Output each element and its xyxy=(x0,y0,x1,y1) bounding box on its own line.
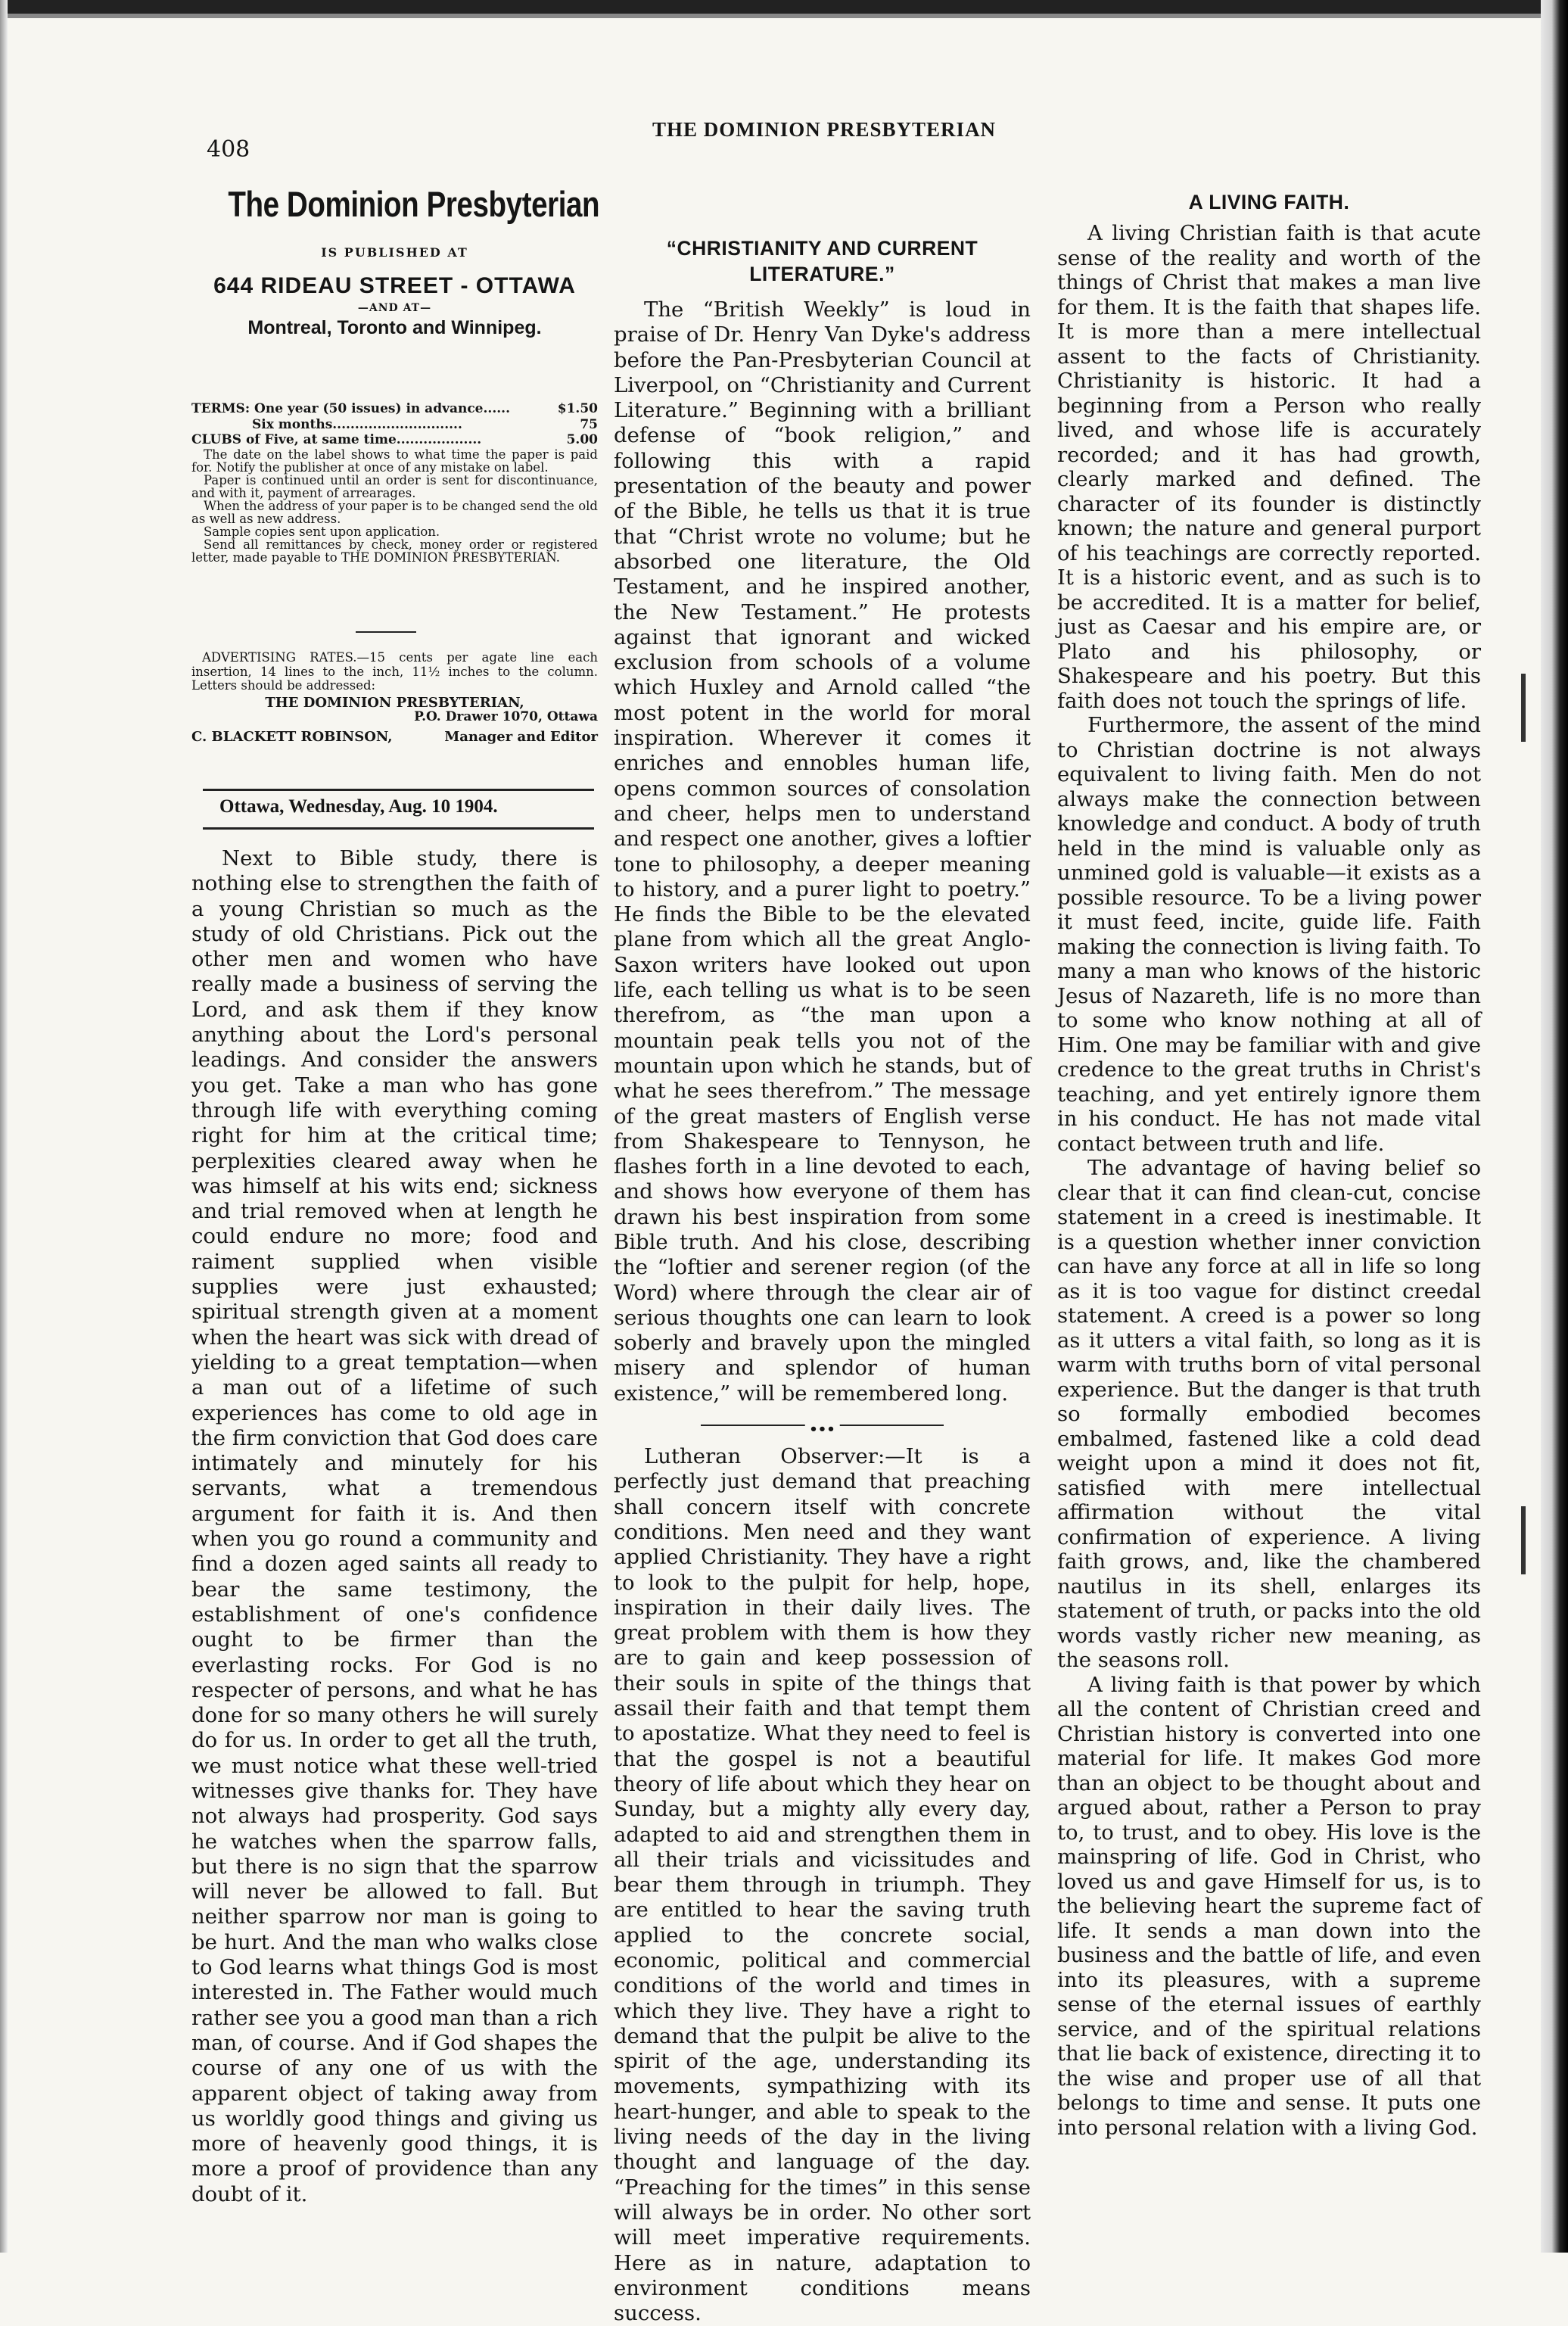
terms-label: TERMS: One year (50 issues) in advance...... xyxy=(191,401,511,416)
editor-name: C. BLACKETT ROBINSON, xyxy=(191,728,393,745)
advertising-addressee: THE DOMINION PRESBYTERIAN, xyxy=(265,694,524,711)
ornament-dots: ••• xyxy=(804,1417,840,1442)
paragraph: A living Christian faith is that acute sense of the reality and worth of the things of Christ that makes a man live for them. It is the faith that shapes life. It is more than a mere intellectual assent to the facts of Christianity. Christianity is historic. It had a beginning from a Person who really lived, and whose life is accurately recorded; and it has had growth, clearly marked and defined. The character of its founder is distinctly known; the nature and general purport of his teachings are correctly reported. It is a historic event, and as such is to be accredited. It is a matter for belief, just as Caesar and his empire are, or Plato and his philosophy, or Shakespeare and his poetry. But this faith does not touch the springs of life. xyxy=(1057,221,1481,713)
terms-note: Paper is continued until an order is sent for discontinuance, and with it, payment of arrearages. xyxy=(191,472,598,500)
paragraph: Next to Bible study, there is nothing else to strengthen the faith of a young Christian so much as the study of old Christians. Pick out the other men and women who have really made a business of serving the Lord, and ask them if they know anything about the Lord's personal leadings. And consider the answers you get. Take a man who has gone through life with everything coming right for him at the critical time; perplexities cleared away when he was himself at his wits end; sickness and trial removed when at length he could endure no more; food and raiment supplied when visible supplies were just exhausted; spiritual strength given at a moment when the heart was sick with dread of yielding to a great temptation—when a man out of a lifetime of such experiences has come to old age in the firm conviction that God does care intimately and minutely for his servants, what a tremendous argument for faith it is. And then when you go round a community and find a dozen aged saints all ready to bear the same testimony, the establishment of one's confidence ought to be firmer than the everlasting rocks. For God is no respecter of persons, and what he has done for so many others he will surely do for us. In order to get all the truth, we must notice what these well-tried witnesses give thanks for. They have not always had prosperity. God says he watches when the sparrow falls, but there is no sign that the sparrow will never be allowed to fall. But neither sparrow nor man is going to be hurt. And the man who walks close to God learns what things God is most interested in. The Father would much rather see you a good man than a rich man, of course. And if God shapes the course of any one of us with the apparent object of taking away from us worldly good things and giving us more of heavenly good things, it is more a proof of providence than any doubt of it. xyxy=(191,846,598,2206)
editorial-column xyxy=(191,846,598,2207)
terms-price: 5.00 xyxy=(566,432,598,447)
paragraph: The “British Weekly” is loud in praise of Dr. Henry Van Dyke's address before the Pan-Presbyterian Council at Liverpool, on “Christianity and Current Literature.” Beginning with a brilliant defense of “book religion,” and following this with a rapid presentation of the beauty and power of the Bible, he tells us that it is true that “Christ wrote no volume; but he absorbed one literature, the Old Testament, and he inspired another, the New Testament.” He protests against that ignorant and wicked exclusion from schools of a volume which Huxley and Arnold called “the most potent in the world for moral inspiration. Wherever it comes it enriches and ennobles human life, opens common sources of consolation and cheer, helps men to understand and respect one another, gives a loftier tone to philosophy, a deeper meaning to history, and a purer light to poetry.” He finds the Bible to be the elevated plane from which all the great Anglo-Saxon writers have looked out upon life, each telling us what is to be seen therefrom, as “the man upon a mountain peak tells you not of the mountain upon which he stands, but of what he sees therefrom.” The message of the great masters of English verse from Shakespeare to Tennyson, he flashes forth in a line devoted to each, and shows how everyone of them has drawn his best inspiration from some Bible truth. And his close, describing the “loftier and serener region (of the Word) where through the clear air of serious thoughts one can learn to look soberly and bravely upon the mingled misery and splendor of human existence,” will be remembered long. xyxy=(614,297,1031,1406)
scan-top-edge xyxy=(0,0,1568,14)
section-ornament xyxy=(614,1414,1031,1437)
paragraph: The advantage of having belief so clear that it can find clean-cut, concise statement in a creed is inestimable. It is a question whether inner conviction can have any force at all in life so long as it is too vague for distinct creedal statement. A creed is a power so long as it utters a vital faith, so long as it is warm with truths born of vital personal experience. But the danger is that truth so formally embodied becomes embalmed, fastened like a cold dead weight upon a mind it does not fit, satisfied with mere intellectual affirmation without the vital confirmation of experience. A living faith grows, and, like the chambered nautilus in its shell, enlarges its statement of truth, or packs into the old words vastly richer new meaning, as the seasons roll. xyxy=(1057,1156,1481,1672)
masthead xyxy=(191,180,598,339)
terms-note: Sample copies sent upon application. xyxy=(204,524,440,539)
masthead-published-at: IS PUBLISHED AT xyxy=(321,245,468,260)
masthead-and-at: —AND AT— xyxy=(357,302,432,314)
terms-label: CLUBS of Five, at same time................... xyxy=(191,432,482,447)
page-number: 408 xyxy=(207,136,250,163)
dateline: Ottawa, Wednesday, Aug. 10 1904. xyxy=(219,796,498,817)
terms-price: $1.50 xyxy=(557,401,598,416)
terms-label: Six months............................. xyxy=(252,416,462,432)
center-column xyxy=(614,235,1031,2326)
advertising-box: P.O. Drawer 1070, Ottawa xyxy=(414,709,598,724)
running-head: THE DOMINION PRESBYTERIAN xyxy=(652,118,997,141)
divider-rule xyxy=(356,631,416,633)
editor-line xyxy=(191,730,598,745)
terms-note: Send all remittances by check, money order or registered letter, made payable to THE DOMINION PRESBYTERIAN. xyxy=(191,537,598,565)
masthead-cities: Montreal, Toronto and Winnipeg. xyxy=(247,317,542,338)
terms-note: When the address of your paper is to be changed send the old as well as new address. xyxy=(191,498,598,526)
paragraph: Lutheran Observer:—It is a perfectly just demand that preaching shall concern itself with concrete conditions. Men need and they want applied Christianity. They have a right to look to the pulpit for help, hope, inspiration in their daily lives. The great problem with them is how they are to gain and keep possession of their souls in spite of the things that assail their faith and that tempt them to apostatize. What they need to feel is that the gospel is not a beautiful theory of life about which they hear on Sunday, but a mighty ally every day, adapted to aid and strengthen them in all their trials and vicissitudes and bear them through in triumph. They are entitled to hear the saving truth applied to the concrete social, economic, political and commercial conditions of the world and times in which they live. They have a right to demand that the pulpit be alive to the spirit of the age, understanding its movements, sympathizing with its heart-hunger, and able to speak to the living needs of the day in the living thought and language of the day. “Preaching for the times” in this sense will always be in order. No other sort will meet imperative requirements. Here as in nature, adaptation to environment conditions means success. xyxy=(614,1444,1031,2326)
scan-binding-mark xyxy=(1521,1506,1526,1574)
terms-row xyxy=(191,417,598,433)
article-title: A LIVING FAITH. xyxy=(1188,191,1350,213)
terms-price: 75 xyxy=(580,416,598,432)
advertising-rates xyxy=(191,651,598,744)
editor-title: Manager and Editor xyxy=(444,728,598,745)
scan-top-edge-shadow xyxy=(0,14,1568,18)
masthead-title: The Dominion Presbyterian xyxy=(228,184,600,224)
paragraph: Furthermore, the assent of the mind to Christian doctrine is not always equivalent to living faith. Men do not always make the connection between knowledge and conduct. A body of truth held in the mind is valuable only as unmined gold is valuable—it exists as a possible resource. To be a living power it must feed, incite, guide life. Faith making the connection is living faith. To many a man who knows of the historic Jesus of Nazareth, life is no more than to some who know nothing at all of Him. One may be familiar with and give credence to the great truths in Christ's teaching, and yet entirely ignore them in his conduct. He has not made vital contact between truth and life. xyxy=(1057,713,1481,1156)
terms-note: The date on the label shows to what time the paper is paid for. Notify the publisher at once of any mistake on label. xyxy=(191,447,598,475)
scan-right-edge xyxy=(1541,0,1568,2253)
scan-binding-mark xyxy=(1521,674,1526,742)
scan-left-edge xyxy=(0,0,8,2253)
subscription-terms xyxy=(191,401,598,564)
advertising-text: ADVERTISING RATES.—15 cents per agate line each insertion, 14 lines to the inch, 11½ inches to the column. Letters should be addressed: xyxy=(191,650,598,693)
paragraph: A living faith is that power by which all the content of Christian creed and Christian history is converted into one material for life. It makes God more than an object to be thought about and argued about, rather a Person to pray to, to trust, and to obey. His love is the mainspring of life. God in Christ, who loved us and gave Himself for us, is to the believing heart the supreme fact of life. It sends a man down into the business and the battle of life, and even into its pleasures, with a supreme sense of the eternal issues of earthly service, and of the spiritual relations that lie back of existence, directing it to the wise and proper use of all that belongs to time and sense. It puts one into personal relation with a living God. xyxy=(1057,1672,1481,2140)
masthead-address: 644 RIDEAU STREET - OTTAWA xyxy=(213,273,576,298)
terms-row xyxy=(191,401,598,417)
terms-row xyxy=(191,432,598,448)
right-column xyxy=(1057,189,1481,2140)
article-title: “CHRISTIANITY AND CURRENT LITERATURE.” xyxy=(666,237,978,285)
